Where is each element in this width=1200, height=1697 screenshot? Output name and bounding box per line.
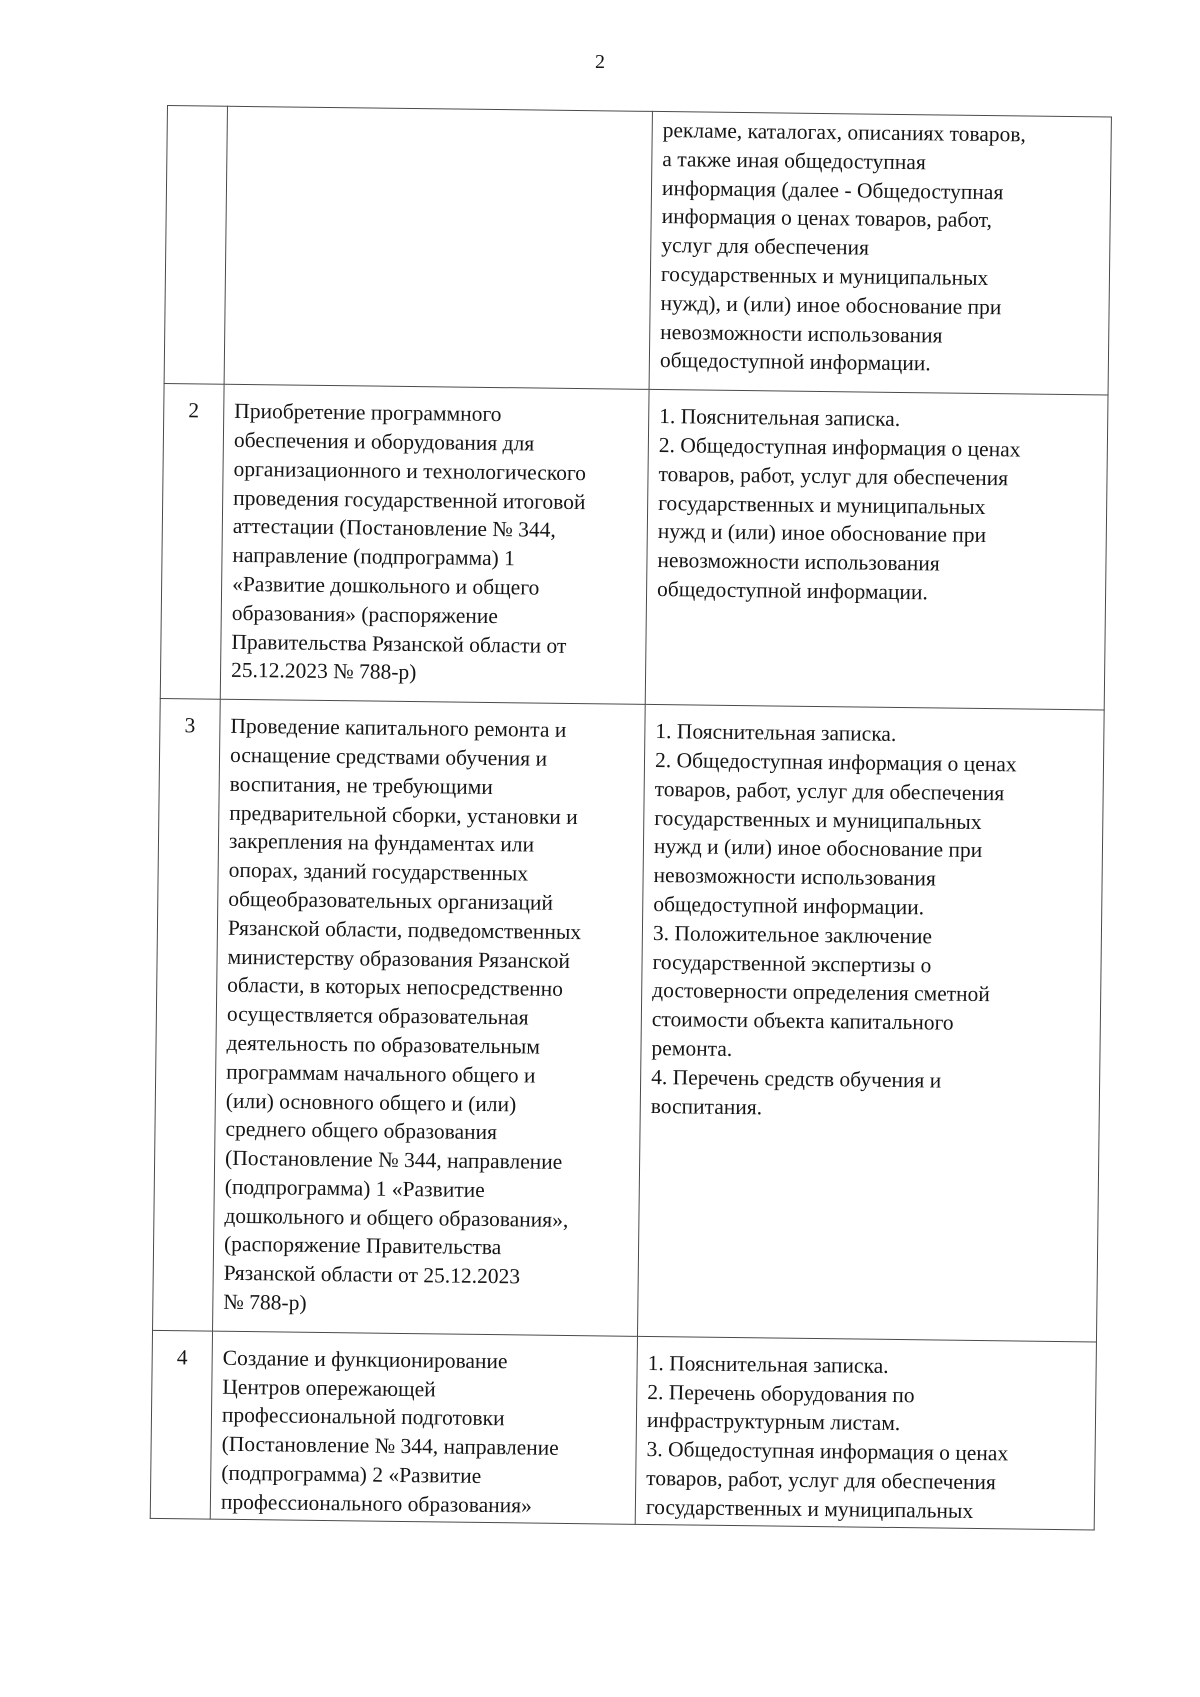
document-line: нужд и (или) иное обоснование при xyxy=(653,834,983,863)
description-line: осуществляется образовательная xyxy=(226,1001,529,1030)
row-documents xyxy=(649,111,1111,395)
description-line: направление (подпрограмма) 1 xyxy=(232,542,516,571)
description-line: общеобразовательных организаций xyxy=(228,886,554,915)
row-description xyxy=(220,384,649,704)
document-line: государственных и муниципальных xyxy=(654,805,982,834)
document-line: государственной экспертизы о xyxy=(652,949,932,977)
description-line: закрепления на фундаментах или xyxy=(228,829,535,857)
description-line: обеспечения и оборудования для xyxy=(233,427,535,456)
document-line: общедоступной информации. xyxy=(653,891,925,920)
document-line: инфраструктурным листам. xyxy=(646,1408,901,1436)
description-line: программам начального общего и xyxy=(226,1059,536,1088)
document-line: ремонта. xyxy=(651,1035,733,1061)
description-line: министерству образования Рязанской xyxy=(227,944,571,973)
description-line: профессиональной подготовки xyxy=(221,1403,505,1431)
document-line: невозможности использования xyxy=(653,863,937,891)
document-line: 4. Перечень средств обучения и xyxy=(651,1064,942,1093)
row-number xyxy=(164,106,227,385)
row-documents xyxy=(635,1336,1096,1529)
document-line: общедоступной информации. xyxy=(656,576,929,605)
description-line: Приобретение программного xyxy=(234,399,502,427)
document-line: рекламе, каталогах, описаниях товаров, xyxy=(662,118,1027,147)
row-documents xyxy=(645,390,1108,711)
table-row xyxy=(153,699,1105,1342)
document-line: 2. Общедоступная информация о ценах xyxy=(654,747,1017,777)
document-line: 1. Пояснительная записка. xyxy=(659,404,901,432)
row-description xyxy=(213,699,646,1336)
table-row xyxy=(160,384,1108,710)
table-row xyxy=(164,106,1111,396)
document-line: государственных и муниципальных xyxy=(645,1494,974,1523)
document-line: воспитания. xyxy=(650,1093,763,1119)
document-line: информация (далее - Общедоступная xyxy=(661,175,1004,204)
document-table xyxy=(150,105,1112,1530)
document-line: 1. Пояснительная записка. xyxy=(647,1350,889,1378)
description-line: Правительства Рязанской области от xyxy=(231,629,567,658)
description-line: профессионального образования» xyxy=(220,1489,533,1518)
row-number: 3 xyxy=(153,699,221,1331)
description-line: предварительной сборки, установки и xyxy=(229,800,578,829)
document-line: невозможности использования xyxy=(660,319,943,348)
description-line: № 788-р) xyxy=(223,1289,307,1315)
description-line: (или) основного общего и (или) xyxy=(225,1088,517,1116)
description-line: опорах, зданий государственных xyxy=(228,857,529,886)
document-line: невозможности использования xyxy=(657,548,940,576)
description-line: аттестации (Постановление № 344, xyxy=(232,514,557,543)
document-line: 3. Общедоступная информация о ценах xyxy=(646,1437,1009,1466)
description-line: воспитания, не требующими xyxy=(229,771,494,799)
description-line: Проведение капитального ремонта и xyxy=(230,713,567,743)
row-description xyxy=(210,1331,637,1524)
description-line: (подпрограмма) 1 «Развитие xyxy=(224,1174,485,1202)
row-description xyxy=(224,106,652,389)
description-line: (Постановление № 344, направление xyxy=(221,1432,559,1461)
row-documents xyxy=(637,705,1104,1342)
document-line: 2. Перечень оборудования по xyxy=(647,1379,915,1407)
page-number: 2 xyxy=(595,51,605,73)
document-line: 2. Общедоступная информация о ценах xyxy=(658,433,1021,462)
description-line: (Постановление № 344, направление xyxy=(224,1145,563,1175)
document-line: нужд и (или) иное обоснование при xyxy=(657,519,987,548)
description-line: (подпрограмма) 2 «Развитие xyxy=(221,1460,482,1489)
row-number: 2 xyxy=(160,384,224,700)
document-line: услуг для обеспечения xyxy=(661,233,870,260)
document-line: государственных и муниципальных xyxy=(658,490,986,519)
description-line: «Развитие дошкольного и общего xyxy=(232,571,540,600)
document-line: 1. Пояснительная записка. xyxy=(655,719,897,747)
description-line: дошкольного и общего образования», xyxy=(224,1203,569,1232)
document-line: а также иная общедоступная xyxy=(662,146,926,175)
document-line: достоверности определения сметной xyxy=(652,978,991,1007)
document-line: общедоступной информации. xyxy=(659,348,931,376)
description-line: организационного и технологического xyxy=(233,456,587,485)
document-line: товаров, работ, услуг для обеспечения xyxy=(658,461,1009,491)
document-line: товаров, работ, услуг для обеспечения xyxy=(646,1466,996,1495)
table-row xyxy=(150,1330,1096,1529)
document-line: государственных и муниципальных xyxy=(660,262,989,291)
description-line: оснащение средствами обучения и xyxy=(229,742,548,771)
description-line: образования» (распоряжение xyxy=(231,600,499,628)
document-line: товаров, работ, услуг для обеспечения xyxy=(654,776,1005,806)
document-line: информация о ценах товаров, работ, xyxy=(661,204,993,233)
description-line: Рязанской области, подведомственных xyxy=(227,915,582,944)
document-line: стоимости объекта капитального xyxy=(651,1007,954,1035)
description-line: Создание и функционирование xyxy=(222,1345,508,1374)
description-line: проведения государственной итоговой xyxy=(233,485,586,514)
description-line: области, в которых непосредственно xyxy=(227,973,564,1002)
document-line: нужд), и (или) иное обоснование при xyxy=(660,290,1002,319)
description-line: деятельность по образовательным xyxy=(226,1030,541,1059)
description-line: (распоряжение Правительства xyxy=(223,1232,502,1260)
description-line: 25.12.2023 № 788-р) xyxy=(230,658,417,685)
row-number: 4 xyxy=(150,1330,212,1519)
description-line: Центров опережающей xyxy=(222,1374,436,1402)
description-line: среднего общего образования xyxy=(225,1117,498,1145)
document-line: 3. Положительное заключение xyxy=(652,920,933,949)
description-line: Рязанской области от 25.12.2023 xyxy=(223,1261,521,1289)
